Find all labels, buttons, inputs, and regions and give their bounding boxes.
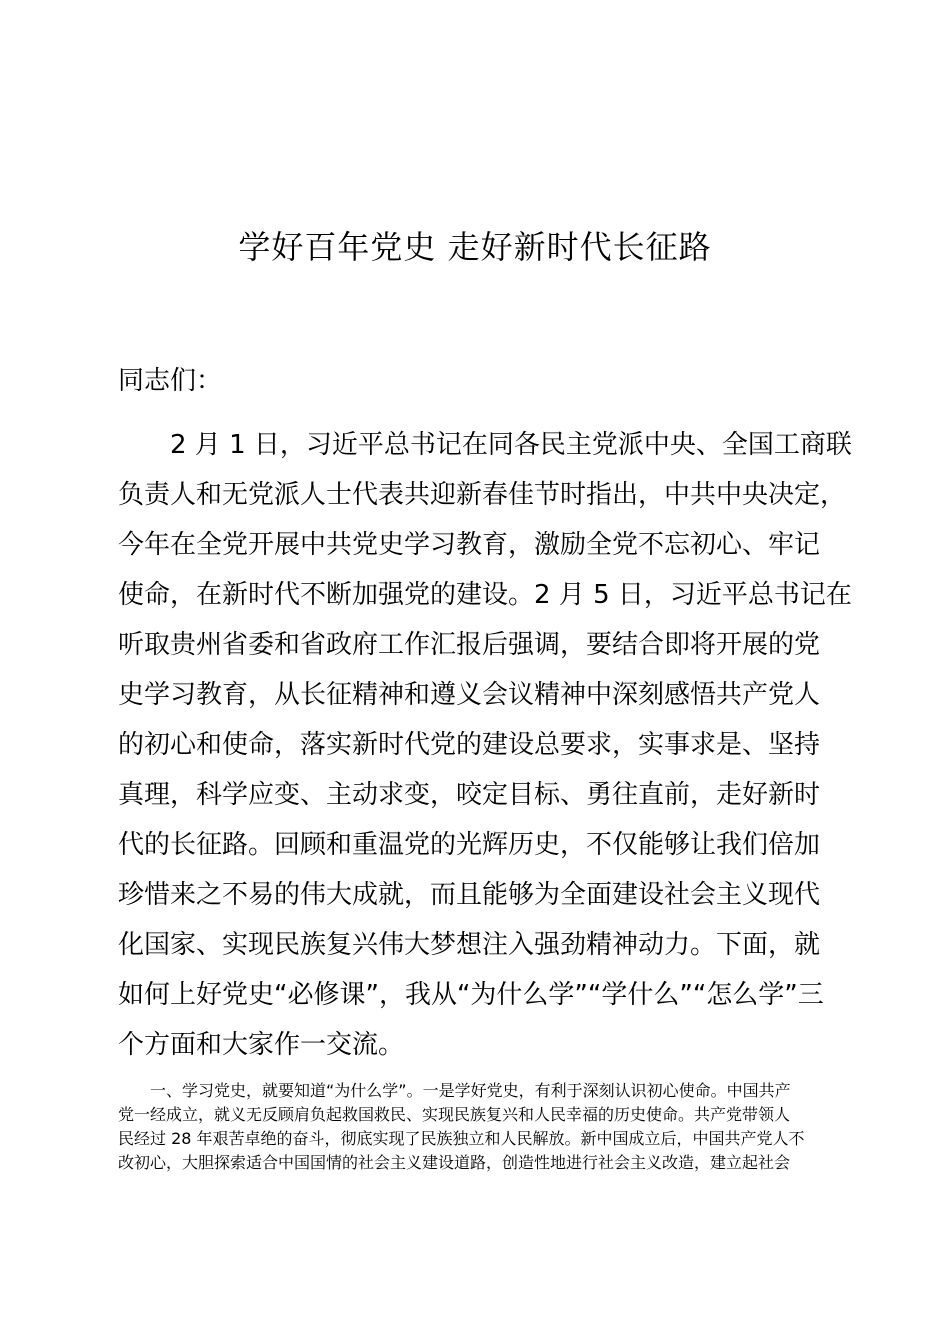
paragraph-line: 的初心和使命，落实新时代党的建设总要求，实事求是、坚持 [118,730,821,760]
body-paragraph [118,420,852,1070]
paragraph-line: 化国家、实现民族复兴伟大梦想注入强劲精神动力。下面，就 [118,930,821,960]
section-one-paragraph [118,1079,832,1175]
paragraph-line: 真理，科学应变、主动求变，咬定目标、勇往直前，走好新时 [118,780,821,810]
paragraph-line: 今年在全党开展中共党史学习教育，激励全党不忘初心、牢记 [118,530,821,560]
paragraph-line: 改初心，大胆探索适合中国国情的社会主义建设道路，创造性地进行社会主义改造，建立起社会 [118,1153,791,1172]
paragraph-line: 民经过 28 年艰苦卓绝的奋斗，彻底实现了民族独立和人民解放。新中国成立后，中国共产党人不 [118,1129,805,1148]
paragraph-line: 珍惜来之不易的伟大成就，而且能够为全面建设社会主义现代 [118,880,821,910]
document-title: 学好百年党史 走好新时代长征路 [238,228,712,266]
paragraph-line: 个方面和大家作一交流。 [118,1030,405,1060]
paragraph-line: 使命，在新时代不断加强党的建设。2 月 5 日，习近平总书记在 [118,580,852,610]
paragraph-line: 代的长征路。回顾和重温党的光辉历史，不仅能够让我们倍加 [118,830,821,860]
paragraph-line: 负责人和无党派人士代表共迎新春佳节时指出，中共中央决定， [118,480,847,510]
paragraph-line: 如何上好党史“必修课”，我从“为什么学”“学什么”“怎么学”三 [118,980,824,1010]
paragraph-line: 党一经成立，就义无反顾肩负起救国救民、实现民族复兴和人民幸福的历史使命。共产党带领人 [118,1105,791,1124]
paragraph-line: 听取贵州省委和省政府工作汇报后强调，要结合即将开展的党 [118,630,821,660]
paragraph-line: 史学习教育，从长征精神和遵义会议精神中深刻感悟共产党人 [118,680,821,710]
paragraph-line: 一、学习党史，就要知道“为什么学”。一是学好党史，有利于深刻认识初心使命。中国共产 [150,1081,791,1100]
salutation: 同志们： [118,366,223,396]
paragraph-line: 2 月 1 日，习近平总书记在同各民主党派中央、全国工商联 [170,430,852,460]
